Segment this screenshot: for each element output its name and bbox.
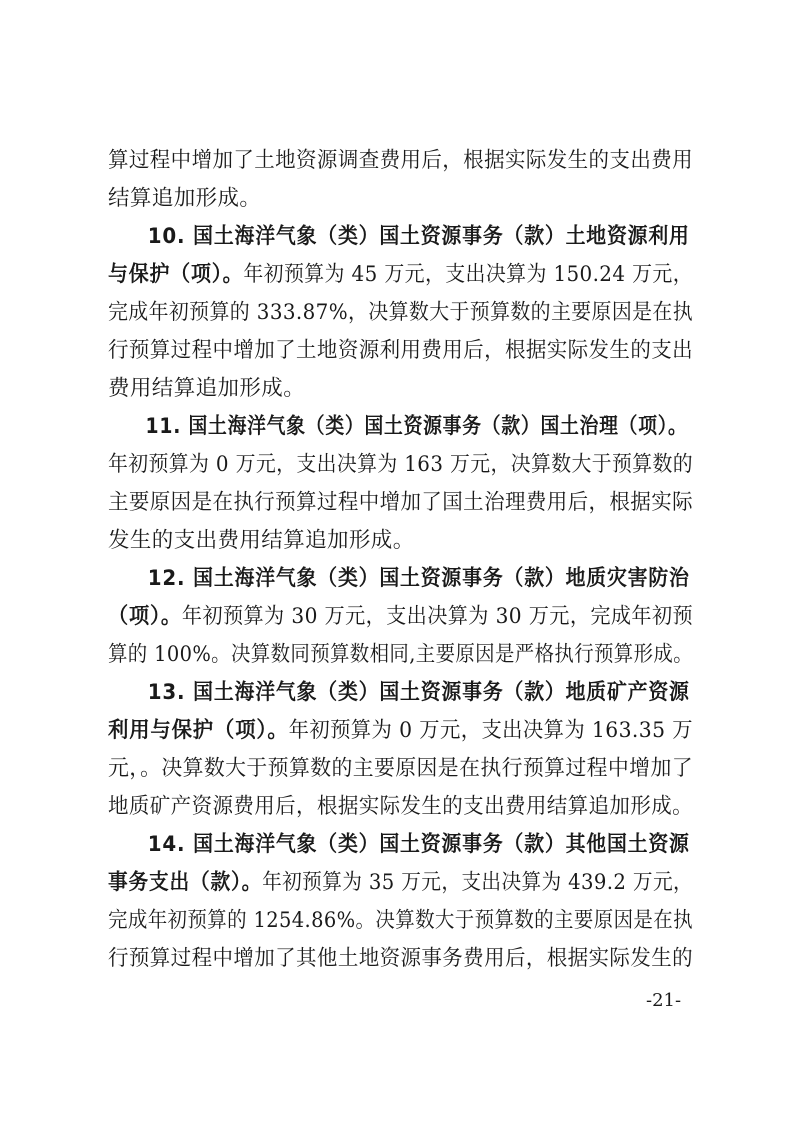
body-text: 完成年初预算的 333.87%，决算数大于预算数的主要原因是在执: [108, 300, 694, 325]
item-heading-14: 14. 国土海洋气象（类）国土资源事务（款）其他国土资源: [147, 832, 690, 857]
item-heading-13: 13. 国土海洋气象（类）国土资源事务（款）地质矿产资源: [147, 680, 690, 705]
body-text: 费用结算追加形成。: [108, 376, 306, 401]
body-text: 发生的支出费用结算追加形成。: [108, 528, 415, 553]
body-text: 元，。决算数大于预算数的主要原因是在执行预算过程中增加了: [108, 756, 693, 781]
paragraph-line: [108, 484, 693, 522]
paragraph-line: [108, 712, 693, 750]
body-text: 年初预算为 30 万元，支出决算为 30 万元，完成年初预: [181, 604, 694, 629]
body-text: 完成年初预算的 1254.86%。决算数大于预算数的主要原因是在执: [108, 908, 693, 933]
paragraph-line: [108, 370, 693, 408]
body-text: 行预算过程中增加了土地资源利用费用后，根据实际发生的支出: [108, 338, 693, 363]
body-text: 结算追加形成。: [108, 186, 262, 211]
item-heading-10: 10. 国土海洋气象（类）国土资源事务（款）土地资源利用: [147, 224, 690, 249]
paragraph-line: [108, 218, 690, 256]
document-body: [108, 142, 693, 978]
page-number: -21-: [646, 990, 682, 1011]
paragraph-line: [108, 332, 693, 370]
paragraph-line: [108, 256, 693, 294]
paragraph-line: [108, 180, 693, 218]
paragraph-line: [108, 560, 690, 598]
body-text: 年初预算为 0 万元，支出决算为 163 万元，决算数大于预算数的: [108, 452, 693, 477]
item-heading-13-cont: 利用与保护（项）。: [108, 718, 289, 743]
paragraph-line: [108, 864, 694, 902]
body-text: 算的 100%。决算数同预算数相同,主要原因是严格执行预算形成。: [108, 642, 694, 667]
paragraph-line: [108, 294, 694, 332]
body-text: 行预算过程中增加了其他土地资源事务费用后，根据实际发生的: [108, 946, 693, 971]
paragraph-line: [108, 598, 694, 636]
body-text: 年初预算为 35 万元，支出决算为 439.2 万元，: [262, 870, 694, 895]
body-text: 年初预算为 45 万元，支出决算为 150.24 万元，: [243, 262, 693, 287]
item-heading-10-cont: 与保护（项）。: [108, 262, 244, 287]
body-text: 主要原因是在执行预算过程中增加了国土治理费用后，根据实际: [108, 490, 693, 515]
paragraph-line: [108, 788, 693, 826]
paragraph-line: [108, 446, 693, 484]
body-text: 算过程中增加了土地资源调查费用后，根据实际发生的支出费用: [108, 148, 693, 173]
body-text: 地质矿产资源费用后，根据实际发生的支出费用结算追加形成。: [108, 794, 693, 819]
paragraph-line: [108, 522, 693, 560]
item-heading-12: 12. 国土海洋气象（类）国土资源事务（款）地质灾害防治: [147, 566, 690, 591]
item-heading-11: 11. 国土海洋气象（类）国土资源事务（款）国土治理（项）。: [145, 414, 688, 439]
item-heading-14-cont: 事务支出（款）。: [108, 870, 263, 895]
paragraph-line: [108, 636, 694, 674]
paragraph-line: [108, 142, 693, 180]
paragraph-line: [108, 750, 693, 788]
paragraph-line: [108, 674, 690, 712]
body-text: 年初预算为 0 万元，支出决算为 163.35 万: [288, 718, 693, 743]
paragraph-line: [108, 902, 693, 940]
paragraph-line: [108, 940, 693, 978]
paragraph-line: [108, 826, 690, 864]
item-heading-12-cont: （项）。: [108, 604, 182, 629]
paragraph-line: [108, 408, 688, 446]
